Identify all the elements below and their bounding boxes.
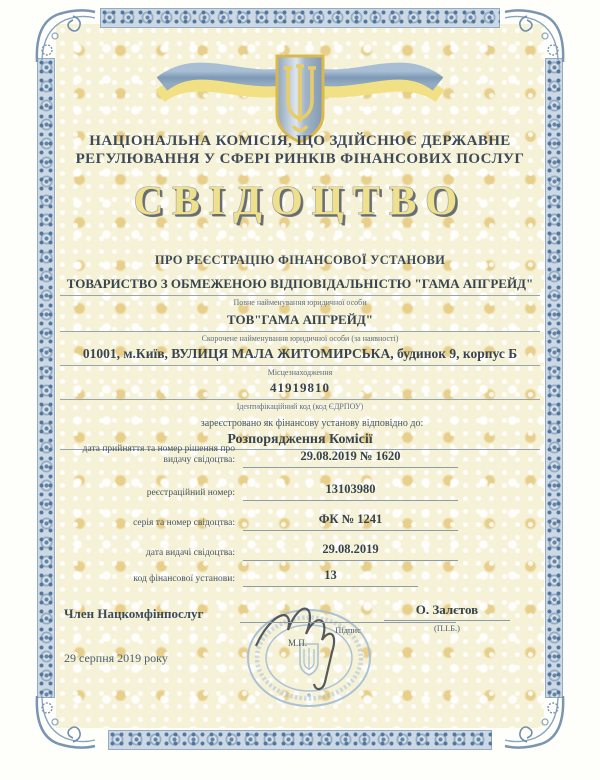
address-value: 01001, м.Київ, ВУЛИЦЯ МАЛА ЖИТОМИРСЬКА, будинок 9, корпус Б [82,346,518,361]
full-legal-name-caption: Повне найменування юридичної особи [233,298,367,307]
detail-label: серія та номер свідоцтва: [133,518,235,528]
commission-name [52,132,548,168]
ukraine-trident-emblem-icon [150,34,450,146]
full-legal-name-value: ТОВАРИСТВО З ОБМЕЖЕНОЮ ВІДПОВІДАЛЬНІСТЮ "ГАМА АПГРЕЙД" [66,276,534,291]
detail-label: реєстраційний номер: [146,488,235,498]
field-underline [60,280,540,296]
detail-label: код фінансової установи: [133,574,235,584]
signer-name-caption: (П.І.Б.) [434,623,460,633]
field-underline [60,316,540,332]
field-underline [60,384,540,400]
detail-row [60,482,458,501]
stamp-caption: М.П. [288,638,308,648]
detail-value: ФК № 1241 [243,512,458,531]
field-underline [60,350,540,366]
signer-name-block [384,602,510,633]
certificate-subtitle: ПРО РЕЄСТРАЦІЮ ФІНАНСОВОЇ УСТАНОВИ [154,253,446,267]
detail-row [60,568,458,587]
detail-value: 13 [243,568,418,587]
detail-value: 29.08.2019 [243,542,458,561]
edrpou-code-value: 41919810 [270,380,330,395]
edrpou-code-caption: Ідентифікаційний код (код ЄДРПОУ) [236,402,364,411]
detail-label: дата видачі свідоцтва: [145,548,235,558]
detail-value: 29.08.2019 № 1620 [243,449,458,468]
registration-basis: Розпорядження Комісії [227,432,373,447]
certificate-content [32,4,568,754]
signature-caption: Підпис [335,625,361,635]
commission-name-line2: РЕГУЛЮВАННЯ У СФЕРІ РИНКІВ ФІНАНСОВИХ ПОСЛУГ [75,151,525,167]
commission-name-line1: НАЦІОНАЛЬНА КОМІСІЯ, ЩО ЗДІЙСНЮЄ ДЕРЖАВНЕ [89,133,511,149]
short-name-value: ТОВ"ГАМА АПГРЕЙД" [227,312,373,327]
signer-name: О. Залєтов [384,602,510,621]
registration-intro: зареєстровано як фінансову установу відповідно до: [200,418,424,429]
certificate-title: СВІДОЦТВО [133,177,467,223]
detail-row [60,542,458,561]
short-name-caption: Скорочене найменування юридичної особи (за наявності) [201,334,399,343]
signer-title: Член Нацкомфінпослуг [64,606,204,621]
detail-value: 13103980 [243,482,458,501]
detail-label: дата прийняття та номер рішення про видачу свідоцтва: [82,444,235,465]
certificate [32,4,568,754]
detail-row [60,512,458,531]
address-caption: Місцезнаходження [267,368,333,377]
issue-date-text: 29 серпня 2019 року [64,651,168,665]
detail-row [60,444,458,468]
